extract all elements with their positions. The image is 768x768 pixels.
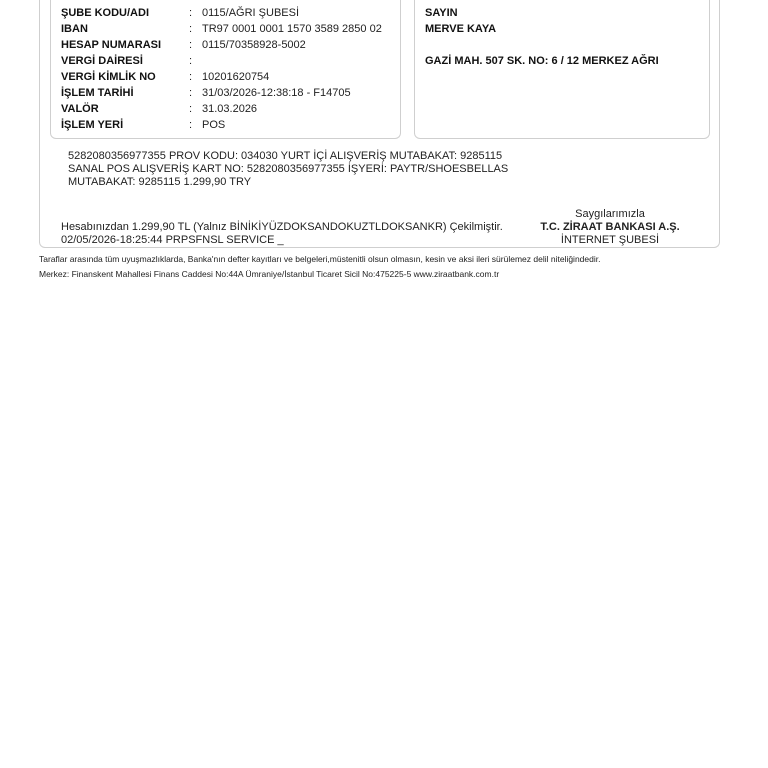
info-colon: :	[189, 23, 193, 35]
info-colon: :	[189, 39, 193, 51]
info-label: VERGİ DAİRESİ	[61, 55, 143, 67]
info-label: VALÖR	[61, 103, 99, 115]
info-label: İŞLEM TARİHİ	[61, 87, 134, 99]
summary-amount: Hesabınızdan 1.299,90 TL (Yalnız BİNİKİYÜZDOKSANDOKUZTLDOKSANKR) Çekilmiştir.	[61, 221, 503, 233]
account-info-box	[50, 0, 401, 139]
footer-address: Merkez: Finanskent Mahallesi Finans Caddesi No:44A Ümraniye/İstanbul Ticaret Sicil No:475225-5 www.ziraatbank.com.tr	[39, 269, 500, 279]
signature-greeting: Saygılarımızla	[575, 208, 645, 220]
recipient-salutation: SAYIN	[425, 7, 458, 19]
description-line: MUTABAKAT: 9285115 1.299,90 TRY	[68, 176, 252, 188]
recipient-name: MERVE KAYA	[425, 23, 497, 35]
info-value: 0115/70358928-5002	[202, 39, 306, 51]
info-colon: :	[189, 119, 193, 131]
info-label: ŞUBE KODU/ADI	[61, 7, 150, 19]
signature-bank: T.C. ZİRAAT BANKASI A.Ş.	[540, 221, 680, 233]
info-label: İŞLEM YERİ	[61, 119, 124, 131]
info-colon: :	[189, 55, 193, 67]
footer-disclaimer: Taraflar arasında tüm uyuşmazlıklarda, Banka'nın defter kayıtları ve belgeleri,müstenitli olsun olmasın, kesin ve aksi ileri sürülemez delil niteliğindedir.	[39, 254, 601, 264]
info-label: IBAN	[61, 23, 88, 35]
recipient-box	[414, 0, 710, 139]
info-value: 10201620754	[202, 71, 270, 83]
info-label: HESAP NUMARASI	[61, 39, 162, 51]
info-colon: :	[189, 71, 193, 83]
description-line: 5282080356977355 PROV KODU: 034030 YURT İÇİ ALIŞVERİŞ MUTABAKAT: 9285115	[68, 150, 503, 162]
signature-branch: İNTERNET ŞUBESİ	[560, 234, 660, 246]
info-colon: :	[189, 103, 193, 115]
info-value: 31/03/2026-12:38:18 - F14705	[202, 87, 351, 99]
info-colon: :	[189, 7, 193, 19]
recipient-address: GAZİ MAH. 507 SK. NO: 6 / 12 MERKEZ AĞRI	[425, 55, 659, 67]
info-value: TR97 0001 0001 1570 3589 2850 02	[202, 23, 382, 35]
info-label: VERGİ KİMLİK NO	[61, 71, 156, 83]
info-value: POS	[202, 119, 226, 131]
description-line: SANAL POS ALIŞVERİŞ KART NO: 5282080356977355 İŞYERİ: PAYTR/SHOESBELLAS	[68, 163, 509, 175]
info-colon: :	[189, 87, 193, 99]
summary-timestamp: 02/05/2026-18:25:44 PRPSFNSL SERVICE _	[61, 234, 284, 246]
info-value: 0115/AĞRI ŞUBESİ	[202, 7, 300, 19]
info-value: 31.03.2026	[202, 103, 258, 115]
